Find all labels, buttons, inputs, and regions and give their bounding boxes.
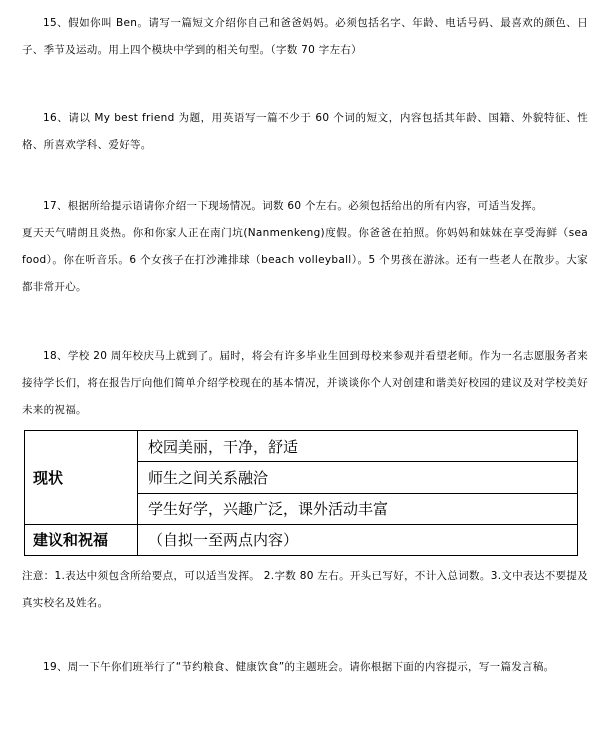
status-item: 校园美丽，干净，舒适: [138, 431, 578, 462]
question-18-note: 注意：1.表达中须包含所给要点，可以适当发挥。 2.字数 80 左右。开头已写好，不计入总词数。3.文中表达不要提及真实校名及姓名。: [22, 570, 588, 609]
status-label: 现状: [25, 431, 138, 525]
question-17-instruction: 17、根据所给提示语请你介绍一下现场情况。词数 60 个左右。必须包括给出的所有内容，可适当发挥。: [43, 200, 543, 212]
status-item: 学生好学，兴趣广泛，课外活动丰富: [138, 493, 578, 524]
advice-label: 建议和祝福: [25, 524, 138, 555]
status-item: 师生之间关系融洽: [138, 462, 578, 493]
question-15: 15、假如你叫 Ben。请写一篇短文介绍你自己和爸爸妈妈。必须包括名字、年龄、电话号码、最喜欢的颜色、日子、季节及运动。用上四个模块中学到的相关句型。（字数 70 字左右）: [22, 17, 588, 56]
outline-table: [24, 430, 578, 556]
advice-item: （自拟一至两点内容）: [138, 524, 578, 555]
question-17-prompt: 夏天天气晴朗且炎热。你和你家人正在南门坑(Nanmenkeng)度假。你爸爸在拍照。你妈妈和妹妹在享受海鲜（sea food）。你在听音乐。6 个女孩子在打沙滩排球（beach volleyball）。5 个男孩在游泳。还有一些老人在散步。大家都非常开心。: [22, 227, 588, 293]
question-19: 19、周一下午你们班举行了“节约粮食、健康饮食”的主题班会。请你根据下面的内容提示，写一篇发言稿。: [43, 661, 555, 673]
question-18: 18、学校 20 周年校庆马上就到了。届时，将会有许多毕业生回到母校来参观并看望老师。作为一名志愿服务者来接待学长们，将在报告厅向他们简单介绍学校现在的基本情况，并谈谈你个人对创建和谐美好校园的建议及对学校美好未来的祝福。: [22, 350, 588, 416]
question-16: 16、请以 My best friend 为题，用英语写一篇不少于 60 个词的短文，内容包括其年龄、国籍、外貌特征、性格、所喜欢学科、爱好等。: [22, 112, 588, 151]
